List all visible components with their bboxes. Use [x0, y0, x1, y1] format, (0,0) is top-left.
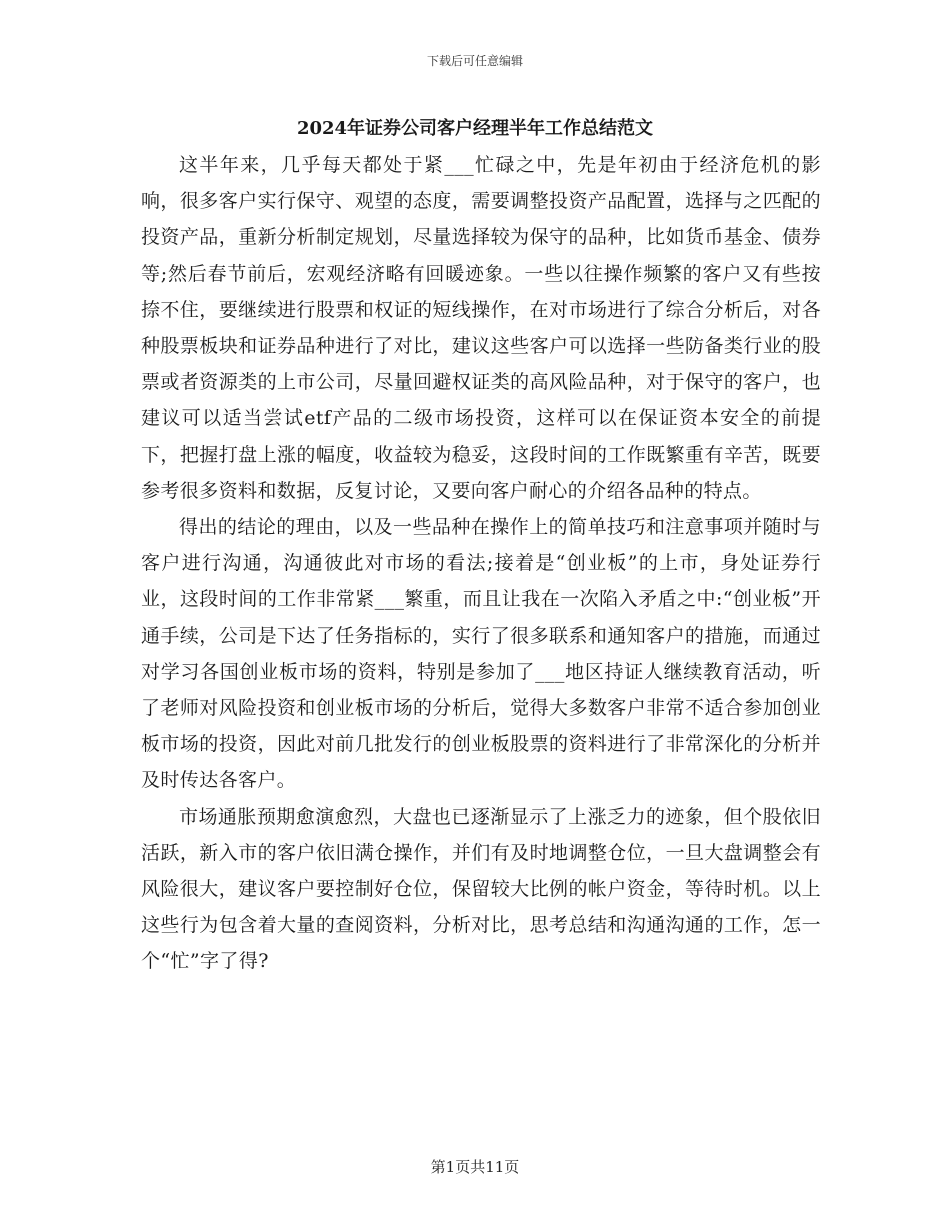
paragraph-1: 这半年来，几乎每天都处于紧___忙碌之中，先是年初由于经济危机的影响，很多客户实行保守、观望的态度，需要调整投资产品配置，选择与之匹配的投资产品，重新分析制定规划，尽量选择较为保守的品种，比如货币基金、债券等;然后春节前后，宏观经济略有回暖迹象。一些以往操作频繁的客户又有些按捺不住，要继续进行股票和权证的短线操作，在对市场进行了综合分析后，对各种股票板块和证券品种进行了对比，建议这些客户可以选择一些防备类行业的股票或者资源类的上市公司，尽量回避权证类的高风险品种，对于保守的客户，也建议可以适当尝试etf产品的二级市场投资，这样可以在保证资本安全的前提下，把握打盘上涨的幅度，收益较为稳妥，这段时间的工作既繁重有辛苦，既要参考很多资料和数据，反复讨论，又要向客户耐心的介绍各品种的特点。	[141, 154, 821, 502]
paragraph-3: 市场通胀预期愈演愈烈，大盘也已逐渐显示了上涨乏力的迹象，但个股依旧活跃，新入市的客户依旧满仓操作，并们有及时地调整仓位，一旦大盘调整会有风险很大，建议客户要控制好仓位，保留较大比例的帐户资金，等待时机。以上这些行为包含着大量的查阅资料，分析对比，思考总结和沟通沟通的工作，怎一个“忙”字了得?	[141, 805, 821, 973]
page-footer: 第1页共11页	[430, 1158, 520, 1176]
paragraph-2: 得出的结论的理由，以及一些品种在操作上的简单技巧和注意事项并随时与客户进行沟通，沟通彼此对市场的看法;接着是“创业板”的上市，身处证券行业，这段时间的工作非常紧___繁重，而且让我在一次陷入矛盾之中:“创业板”开通手续，公司是下达了任务指标的，实行了很多联系和通知客户的措施，而通过对学习各国创业板市场的资料，特别是参加了___地区持证人继续教育活动，听了老师对风险投资和创业板市场的分析后，觉得大多数客户非常不适合参加创业板市场的投资，因此对前几批发行的创业板股票的资料进行了非常深化的分析并及时传达各客户。	[141, 516, 821, 792]
document-body	[141, 147, 821, 980]
document-title: 2024年证券公司客户经理半年工作总结范文	[296, 118, 654, 139]
header-note: 下载后可任意编辑	[426, 54, 523, 68]
